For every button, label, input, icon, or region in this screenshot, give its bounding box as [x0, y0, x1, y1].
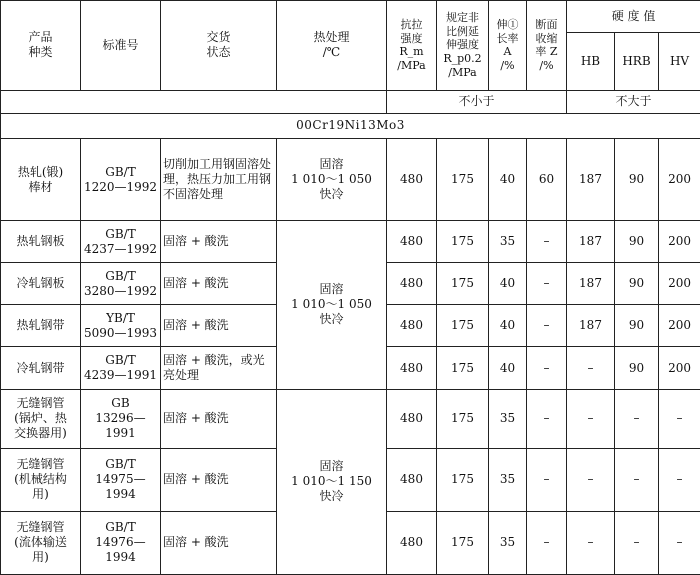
header-hrb: HRB	[615, 32, 659, 90]
product-cell: 热轧钢带	[1, 305, 81, 347]
hrb-cell: –	[615, 389, 659, 448]
standard-cell: GB/T 4239—1991	[81, 347, 161, 389]
hb-cell: –	[567, 389, 615, 448]
hv-cell: 200	[659, 305, 700, 347]
product-cell: 无缝钢管 (锅炉、热 交换器用)	[1, 389, 81, 448]
rp-cell: 175	[437, 511, 489, 574]
table-row	[1, 221, 700, 263]
rm-cell: 480	[387, 263, 437, 305]
header-elongation: 伸① 长率 A /%	[489, 1, 527, 91]
header-standard-no: 标准号	[81, 1, 161, 91]
a-cell: 35	[489, 389, 527, 448]
z-cell: –	[527, 347, 567, 389]
header-tensile-strength: 抗拉 强度 R_m /MPa	[387, 1, 437, 91]
hrb-cell: 90	[615, 138, 659, 220]
heat-treatment-cell: 固溶 1 010～1 050 快冷	[277, 221, 387, 390]
a-cell: 40	[489, 263, 527, 305]
header-not-less: 不小于	[387, 90, 567, 113]
hv-cell: 200	[659, 263, 700, 305]
product-cell: 冷轧钢板	[1, 263, 81, 305]
hrb-cell: –	[615, 448, 659, 511]
hv-cell: 200	[659, 221, 700, 263]
a-cell: 40	[489, 138, 527, 220]
product-cell: 冷轧钢带	[1, 347, 81, 389]
hv-cell: –	[659, 389, 700, 448]
rp-cell: 175	[437, 305, 489, 347]
table-row	[1, 138, 700, 220]
product-cell: 热轧(锻) 棒材	[1, 138, 81, 220]
delivery-cell: 固溶 + 酸洗	[161, 389, 277, 448]
hb-cell: –	[567, 448, 615, 511]
delivery-cell: 固溶 + 酸洗	[161, 511, 277, 574]
a-cell: 35	[489, 511, 527, 574]
hrb-cell: 90	[615, 347, 659, 389]
hrb-cell: –	[615, 511, 659, 574]
rm-cell: 480	[387, 347, 437, 389]
z-cell: –	[527, 305, 567, 347]
rm-cell: 480	[387, 389, 437, 448]
rm-cell: 480	[387, 511, 437, 574]
header-product-type: 产品 种类	[1, 1, 81, 91]
hv-cell: 200	[659, 138, 700, 220]
z-cell: –	[527, 263, 567, 305]
product-cell: 无缝钢管 (机械结构 用)	[1, 448, 81, 511]
standard-cell: GB/T 14976—1994	[81, 511, 161, 574]
rp-cell: 175	[437, 347, 489, 389]
standard-cell: GB/T 14975—1994	[81, 448, 161, 511]
hb-cell: 187	[567, 138, 615, 220]
rp-cell: 175	[437, 389, 489, 448]
rm-cell: 480	[387, 305, 437, 347]
hrb-cell: 90	[615, 263, 659, 305]
header-heat-treatment: 热处理 /℃	[277, 1, 387, 91]
standard-cell: YB/T 5090—1993	[81, 305, 161, 347]
product-cell: 无缝钢管 (流体输送 用)	[1, 511, 81, 574]
delivery-cell: 固溶 + 酸洗	[161, 305, 277, 347]
a-cell: 35	[489, 221, 527, 263]
hb-cell: 187	[567, 305, 615, 347]
header-hb: HB	[567, 32, 615, 90]
z-cell: –	[527, 389, 567, 448]
standard-cell: GB/T 4237—1992	[81, 221, 161, 263]
delivery-cell: 固溶 + 酸洗	[161, 448, 277, 511]
a-cell: 35	[489, 448, 527, 511]
rm-cell: 480	[387, 448, 437, 511]
standard-cell: GB/T 3280—1992	[81, 263, 161, 305]
rp-cell: 175	[437, 221, 489, 263]
heat-treatment-cell: 固溶 1 010～1 150 快冷	[277, 389, 387, 574]
header-hv: HV	[659, 32, 700, 90]
header-not-more: 不大于	[567, 90, 700, 113]
hb-cell: –	[567, 511, 615, 574]
header-reduction-area: 断面 收缩 率 Z /%	[527, 1, 567, 91]
rp-cell: 175	[437, 263, 489, 305]
hv-cell: –	[659, 511, 700, 574]
rm-cell: 480	[387, 138, 437, 220]
delivery-cell: 固溶 + 酸洗	[161, 221, 277, 263]
delivery-cell: 固溶 + 酸洗，或光亮处理	[161, 347, 277, 389]
standard-cell: GB 13296—1991	[81, 389, 161, 448]
rp-cell: 175	[437, 448, 489, 511]
hrb-cell: 90	[615, 305, 659, 347]
header-proof-strength: 规定非 比例延 伸强度 R_p0.2 /MPa	[437, 1, 489, 91]
a-cell: 40	[489, 347, 527, 389]
product-cell: 热轧钢板	[1, 221, 81, 263]
hrb-cell: 90	[615, 221, 659, 263]
hb-cell: 187	[567, 221, 615, 263]
hv-cell: 200	[659, 347, 700, 389]
rp-cell: 175	[437, 138, 489, 220]
z-cell: –	[527, 448, 567, 511]
delivery-cell: 切削加工用钢固溶处理，热压力加工用钢不固溶处理	[161, 138, 277, 220]
z-cell: 60	[527, 138, 567, 220]
hb-cell: –	[567, 347, 615, 389]
z-cell: –	[527, 511, 567, 574]
z-cell: –	[527, 221, 567, 263]
a-cell: 40	[489, 305, 527, 347]
hb-cell: 187	[567, 263, 615, 305]
header-delivery-state: 交货 状态	[161, 1, 277, 91]
header-spacer	[1, 90, 387, 113]
header-hardness: 硬 度 值	[567, 1, 700, 33]
table-row	[1, 389, 700, 448]
hv-cell: –	[659, 448, 700, 511]
grade-row: 00Cr19Ni13Mo3	[1, 113, 700, 138]
rm-cell: 480	[387, 221, 437, 263]
standard-cell: GB/T 1220—1992	[81, 138, 161, 220]
heat-treatment-cell: 固溶 1 010～1 050 快冷	[277, 138, 387, 220]
delivery-cell: 固溶 + 酸洗	[161, 263, 277, 305]
